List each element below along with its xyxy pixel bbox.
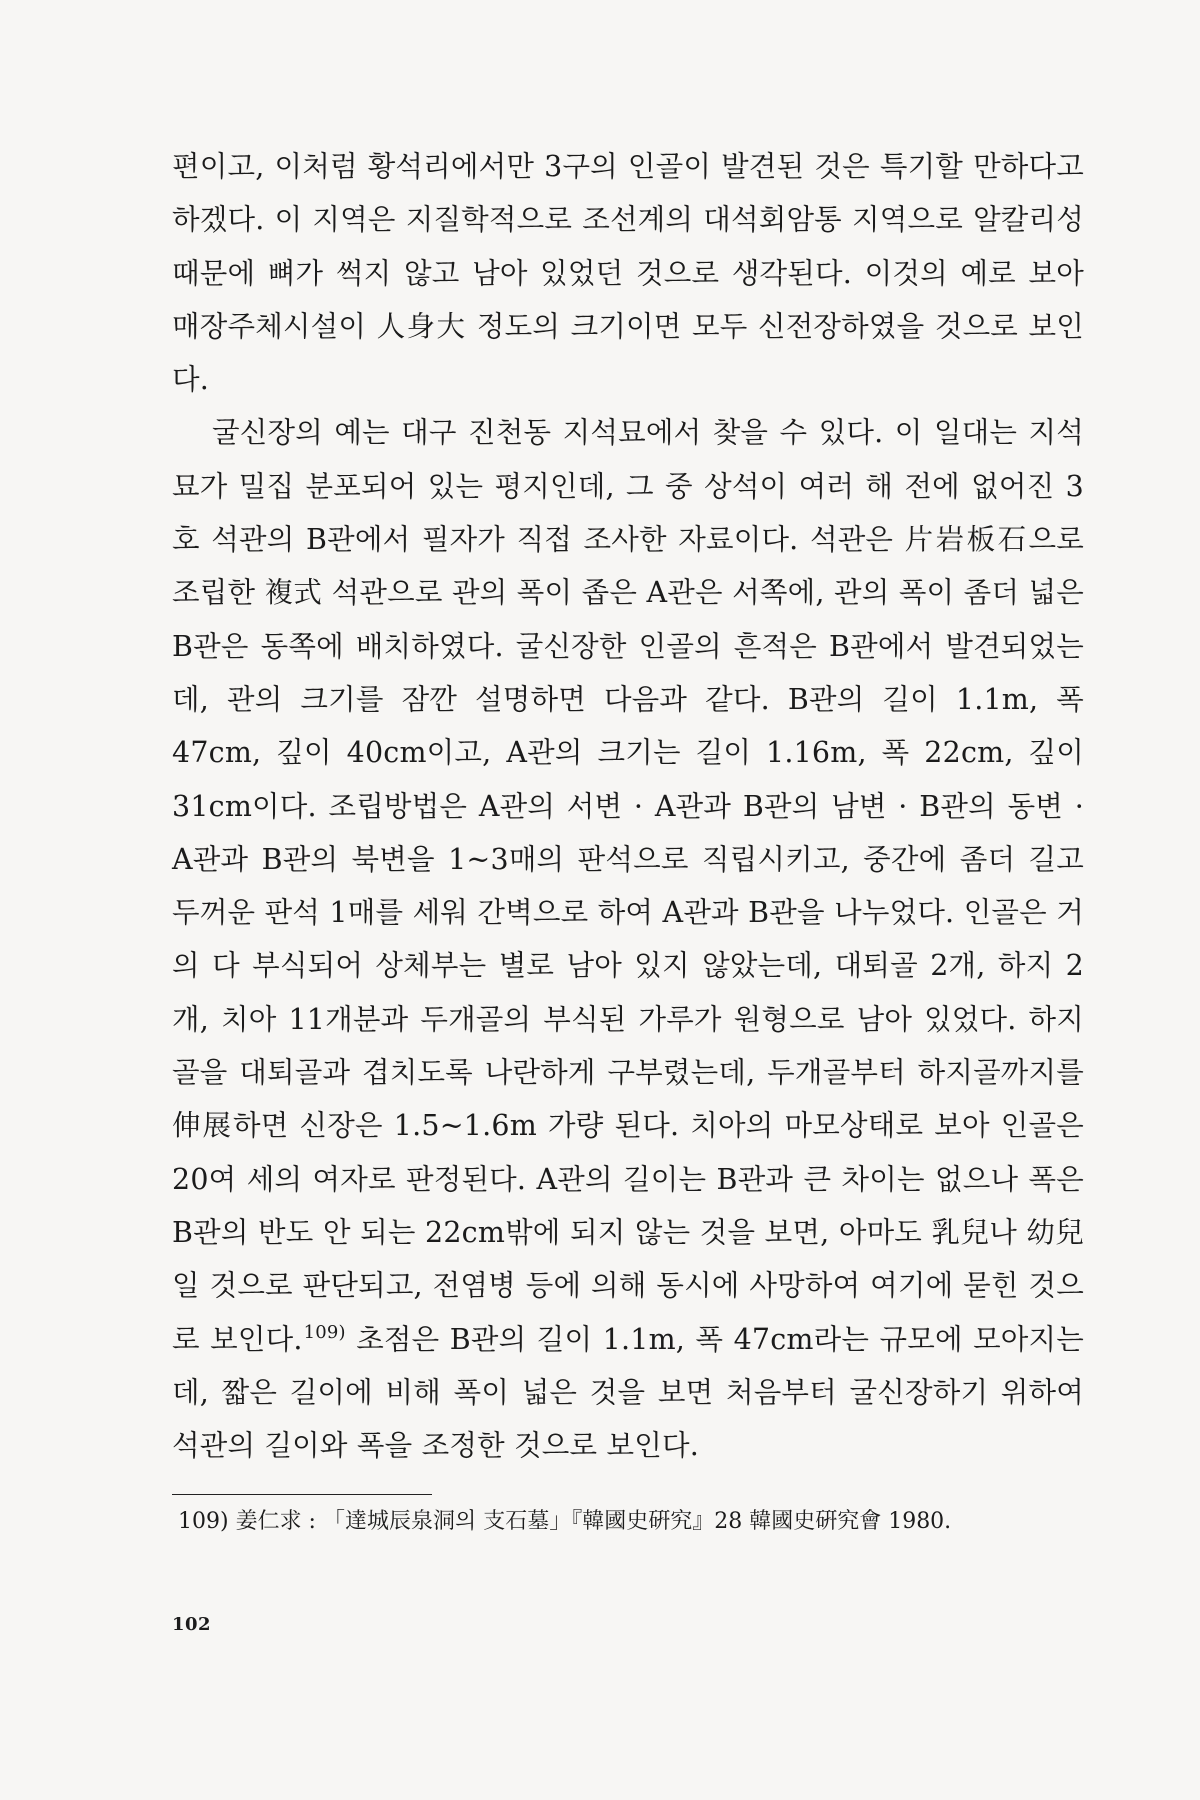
footnote-divider [172,1494,432,1495]
page-number: 102 [172,1614,212,1635]
body-text [172,140,1084,1472]
footnote-reference: 109) [303,1322,346,1344]
paragraph-2-continuation: 초점은 B관의 길이 1.1m, 폭 47cm라는 규모에 모아지는데, 짧은 길이에 비해 폭이 넓은 것을 보면 처음부터 굴신장하기 위하여 석관의 길이와 폭을 조정한 것으로 보인다. [172,1322,1084,1463]
footnote: 109) 姜仁求 : 「達城辰泉洞의 支石墓」『韓國史硏究』28 韓國史硏究會 1980. [178,1509,952,1534]
paragraph-1: 편이고, 이처럼 황석리에서만 3구의 인골이 발견된 것은 특기할 만하다고 하겠다. 이 지역은 지질학적으로 조선계의 대석회암통 지역으로 알칼리성 때문에 뼈가 썩지 않고 남아 있었던 것으로 생각된다. 이것의 예로 보아 매장주체시설이 人身大 정도의 크기이면 모두 신전장하였을 것으로 보인다. [172,150,1084,397]
paragraph-2-text: 굴신장의 예는 대구 진천동 지석묘에서 찾을 수 있다. 이 일대는 지석묘가 밀집 분포되어 있는 평지인데, 그 중 상석이 여러 해 전에 없어진 3호 석관의 B관에서 필자가 직접 조사한 자료이다. 석관은 片岩板石으로 조립한 複式 석관으로 관의 폭이 좁은 A관은 서쪽에, 관의 폭이 좀더 넓은 B관은 동쪽에 배치하였다. 굴신장한 인골의 흔적은 B관에서 발견되었는데, 관의 크기를 잠깐 설명하면 다음과 같다. B관의 길이 1.1m, 폭 47cm, 깊이 40cm이고, A관의 크기는 길이 1.16m, 폭 22cm, 깊이 31cm이다. 조립방법은 A관의 서변 · A관과 B관의 남변 · B관의 동변 · A관과 B관의 북변을 1~3매의 판석으로 직립시키고, 중간에 좀더 길고 두꺼운 판석 1매를 세워 간벽으로 하여 A관과 B관을 나누었다. 인골은 거의 다 부식되어 상체부는 별로 남아 있지 않았는데, 대퇴골 2개, 하지 2개, 치아 11개분과 두개골의 부식된 가루가 원형으로 남아 있었다. 하지골을 대퇴골과 겹치도록 나란하게 구부렸는데, 두개골부터 하지골까지를 伸展하면 신장은 1.5~1.6m 가량 된다. 치아의 마모상태로 보아 인골은 20여 세의 여자로 판정된다. A관의 길이는 B관과 큰 차이는 없으나 폭은 B관의 반도 안 되는 22cm밖에 되지 않는 것을 보면, 아마도 乳兒나 幼兒일 것으로 판단되고, 전염병 등에 의해 동시에 사망하여 여기에 묻힌 것으로 보인다. [172,416,1084,1356]
paragraph-2 [172,406,1084,1472]
